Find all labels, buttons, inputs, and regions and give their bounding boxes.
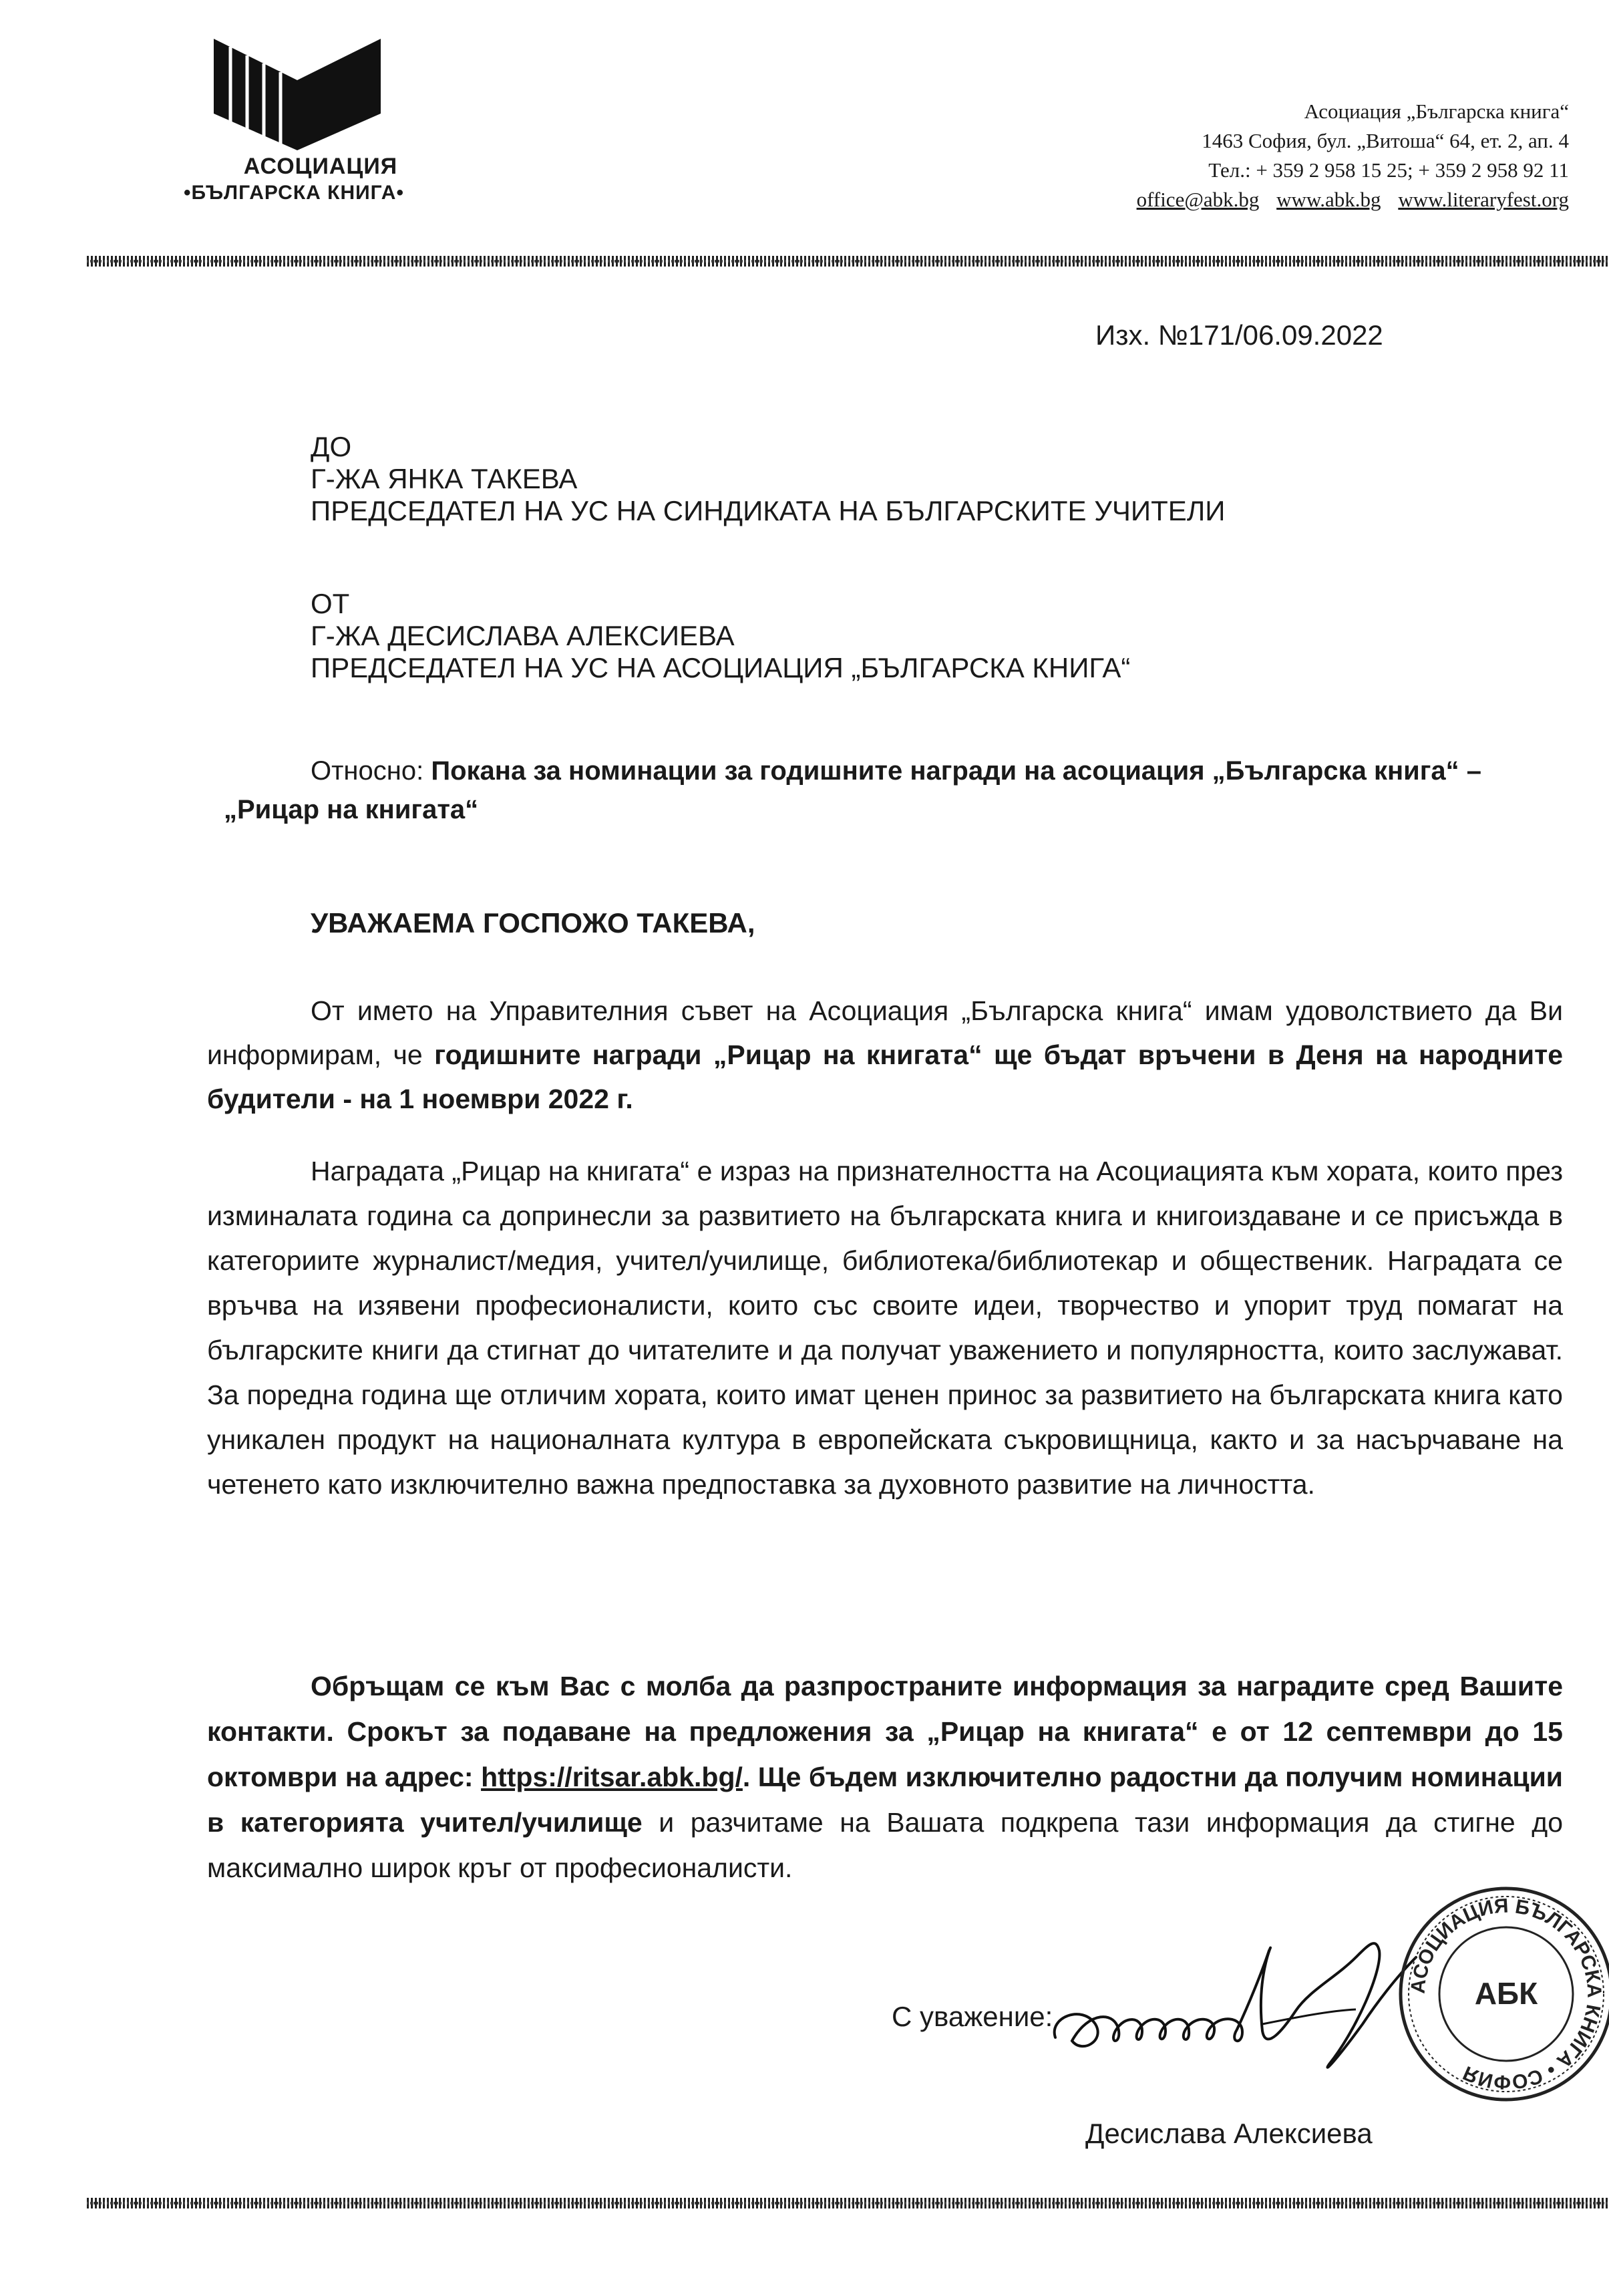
recipient-position: ПРЕДСЕДАТЕЛ НА УС НА СИНДИКАТА НА БЪЛГАРСКИТЕ УЧИТЕЛИ bbox=[311, 495, 1226, 526]
paragraph-3-bold-a: Обръщам се към Вас с молба да разпространите информация за наградите сред Вашите контакти. Срокът за подаване на предложения за „Рицар на книгата“ е от 12 септември до 15 октомври на адрес: bbox=[207, 1671, 1563, 1792]
sender-name: Г-ЖА ДЕСИСЛАВА АЛЕКСИЕВА bbox=[311, 620, 735, 651]
handwritten-signature bbox=[1042, 1931, 1456, 2084]
reference-number: Изх. №171/06.09.2022 bbox=[1095, 319, 1383, 351]
org-name: Асоциация „Българска книга“ bbox=[1304, 100, 1569, 123]
org-phones: Тел.: + 359 2 958 15 25; + 359 2 958 92 11 bbox=[1208, 158, 1569, 182]
org-links bbox=[968, 185, 1569, 214]
nomination-link[interactable]: https://ritsar.abk.bg/ bbox=[481, 1762, 743, 1792]
from-label: ОТ bbox=[311, 588, 350, 619]
abk-logo bbox=[160, 33, 427, 207]
website-link[interactable]: www.abk.bg bbox=[1276, 188, 1381, 211]
stamp-ring-text: АСОЦИАЦИЯ БЪЛГАРСКА КНИГА • СОФИЯ bbox=[1407, 1895, 1606, 2094]
closing: С уважение: bbox=[892, 2001, 1053, 2032]
paragraph-1-bold: годишните награди „Рицар на книгата“ ще бъдат връчени в Деня на народните будители - на 1 ноември 2022 г. bbox=[207, 1039, 1563, 1114]
salutation: УВАЖАЕМА ГОСПОЖО ТАКЕВА, bbox=[311, 907, 755, 939]
header-divider bbox=[87, 256, 1609, 267]
paragraph-2 bbox=[207, 1149, 1563, 1507]
signer-name: Десислава Алексиева bbox=[1085, 2118, 1373, 2149]
subject-line bbox=[224, 752, 1560, 829]
logo-subtitle: •БЪЛГАРСКА КНИГА• bbox=[184, 182, 404, 204]
logo-book-icon bbox=[214, 33, 381, 150]
org-address: 1463 София, бул. „Витоша“ 64, ет. 2, ап. 4 bbox=[1202, 129, 1569, 152]
recipient-block bbox=[311, 431, 1446, 527]
recipient-name: Г-ЖА ЯНКА ТАКЕВА bbox=[311, 463, 578, 494]
sender-position: ПРЕДСЕДАТЕЛ НА УС НА АСОЦИАЦИЯ „БЪЛГАРСКА КНИГА“ bbox=[311, 652, 1131, 683]
festival-link[interactable]: www.literaryfest.org bbox=[1398, 188, 1569, 211]
paragraph-2-text: Наградата „Рицар на книгата“ е израз на признателността на Асоциацията към хората, които през изминалата година са допринесли за развитието на българската книга и книгоиздаване и се присъжда в категориите журналист/медия, учител/училище, библиотека/библиотекар и общественик. Наградата се връчва на изявени професионалисти, които със своите идеи, творчество и упорит труд помагат на българските книги да стигнат до читателите и да получат уважението и популярността, които заслужават. За поредна година ще отличим хората, които имат ценен принос за развитието на българската книга като уникален продукт на националната култура в европейската съкровищница, както и за насърчаване на четенето като изключително важна предпоставка за духовното развитие на личността. bbox=[207, 1156, 1563, 1500]
logo-title: АСОЦИАЦИЯ bbox=[243, 154, 398, 179]
sender-block bbox=[311, 588, 1446, 684]
paragraph-3-text: и разчитаме на Вашата подкрепа тази информация да стигне до максимално широк кръг от професионалисти. bbox=[207, 1807, 1563, 1883]
paragraph-3-bold-b: . Ще бъдем изключително радостни да получим номинации в категорията учител/училище bbox=[207, 1762, 1563, 1838]
contact-block bbox=[968, 97, 1569, 214]
organization-stamp bbox=[1396, 1884, 1609, 2104]
to-label: ДО bbox=[311, 431, 352, 462]
paragraph-1-text: От името на Управителния съвет на Асоциация „Българска книга“ имам удоволствието да Ви информирам, че bbox=[207, 995, 1563, 1070]
subject-label: Относно: bbox=[311, 756, 424, 786]
stamp-center-text: АБК bbox=[1474, 1976, 1538, 2011]
subject-text: Покана за номинации за годишните награди на асоциация „Българска книга“ – „Рицар на книгата“ bbox=[224, 756, 1481, 824]
email-link[interactable]: office@abk.bg bbox=[1136, 188, 1260, 211]
paragraph-3 bbox=[207, 1663, 1563, 1891]
paragraph-1 bbox=[207, 989, 1563, 1121]
footer-divider bbox=[87, 2198, 1609, 2208]
